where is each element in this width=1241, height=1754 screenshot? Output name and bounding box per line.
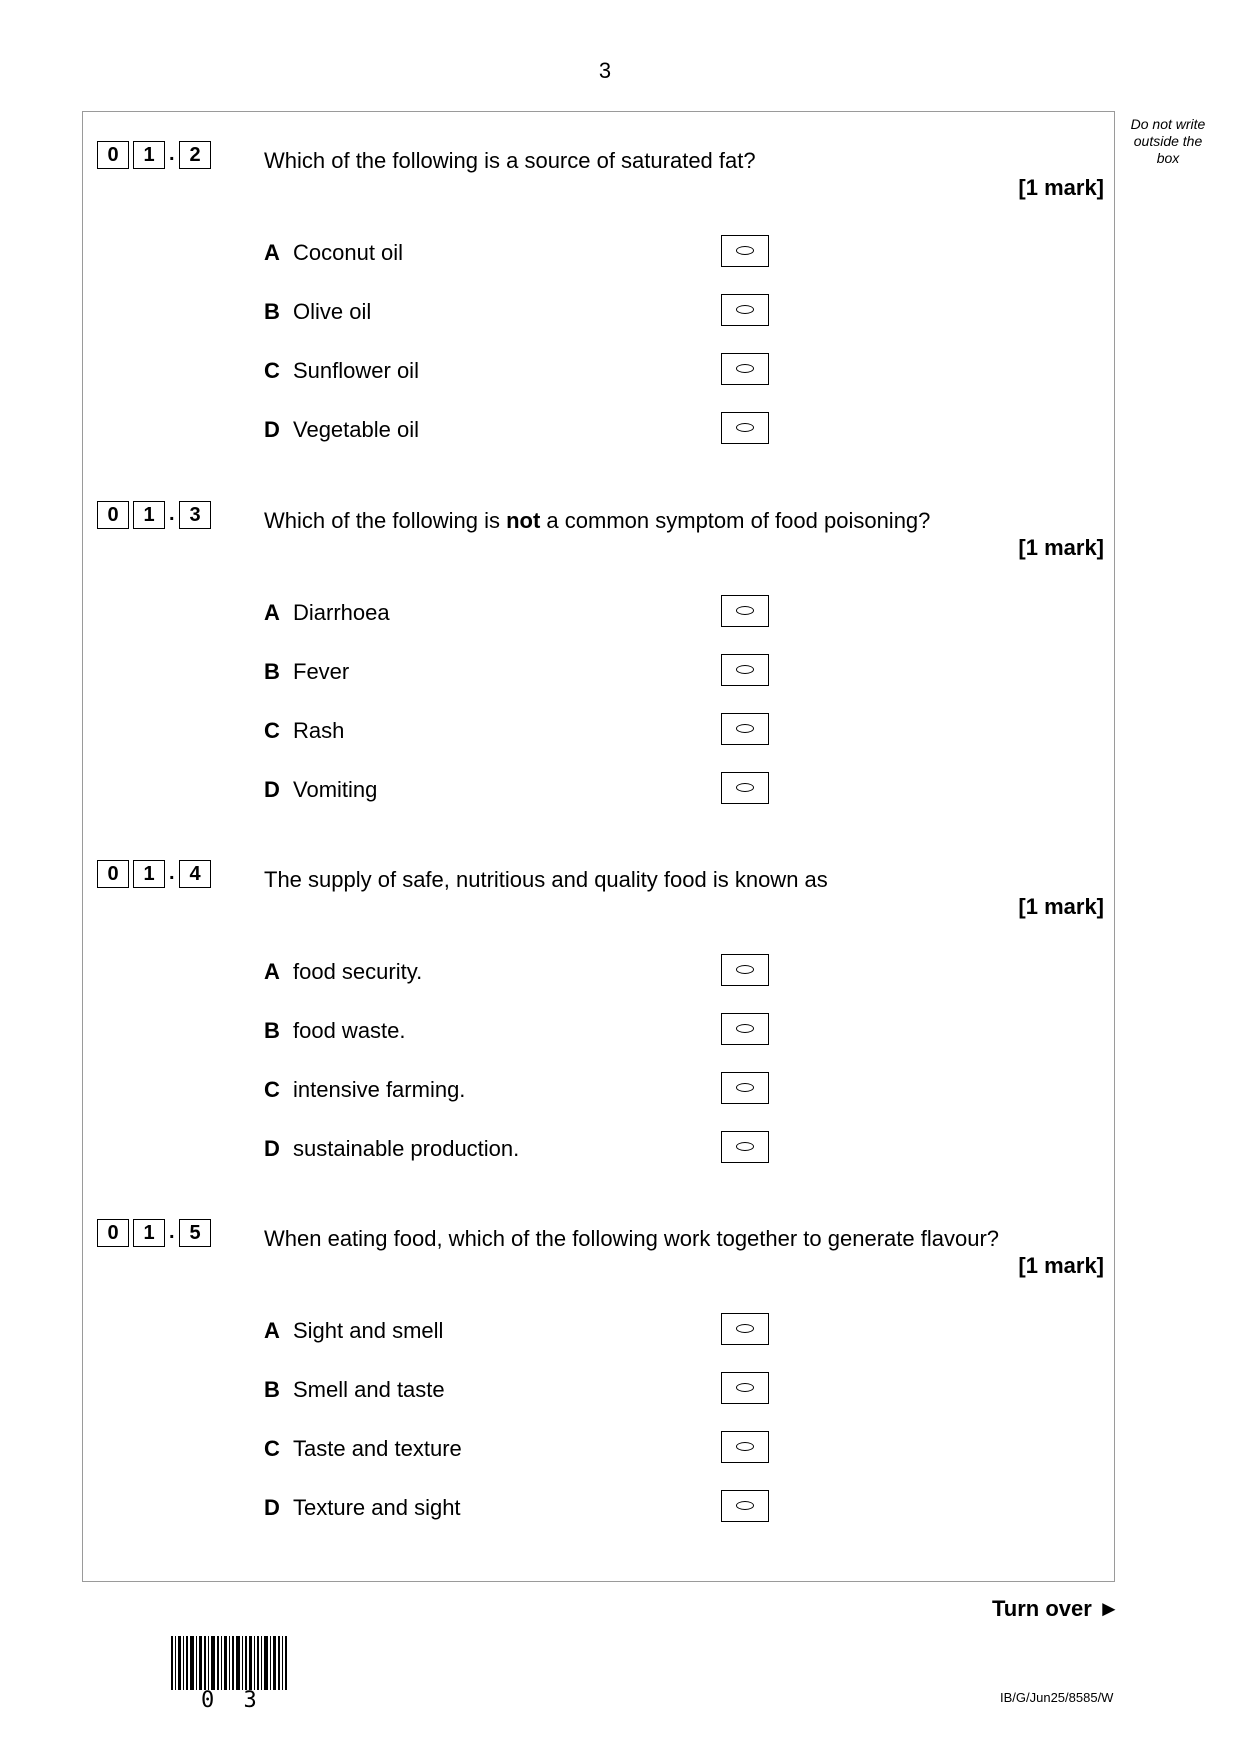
answer-checkbox[interactable] bbox=[721, 772, 769, 804]
option-letter: D bbox=[264, 417, 280, 442]
option-d bbox=[264, 1490, 784, 1524]
margin-note-line: outside the bbox=[1133, 133, 1203, 149]
lozenge-icon bbox=[736, 965, 754, 974]
option-a bbox=[264, 954, 784, 988]
lozenge-icon bbox=[736, 1442, 754, 1451]
option-letter: C bbox=[264, 718, 280, 743]
lozenge-icon bbox=[736, 606, 754, 615]
answer-checkbox[interactable] bbox=[721, 353, 769, 385]
question-number-dot: . bbox=[169, 143, 175, 165]
question-number-dot: . bbox=[169, 1221, 175, 1243]
option-letter: C bbox=[264, 1077, 280, 1102]
page-number: 3 bbox=[598, 58, 612, 83]
lozenge-icon bbox=[736, 1024, 754, 1033]
option-text: Taste and texture bbox=[293, 1436, 462, 1461]
option-b bbox=[264, 1013, 784, 1047]
margin-note-line: box bbox=[1156, 150, 1180, 166]
answer-checkbox[interactable] bbox=[721, 294, 769, 326]
lozenge-icon bbox=[736, 1383, 754, 1392]
option-c bbox=[264, 1072, 784, 1106]
question-text bbox=[264, 1226, 999, 1252]
lozenge-icon bbox=[736, 423, 754, 432]
option-text: intensive farming. bbox=[293, 1077, 466, 1102]
question-number-digit: 0 bbox=[97, 860, 129, 888]
answer-checkbox[interactable] bbox=[721, 1072, 769, 1104]
barcode-icon bbox=[171, 1636, 287, 1690]
question-01-5 bbox=[0, 1217, 1241, 1577]
answer-checkbox[interactable] bbox=[721, 1131, 769, 1163]
marks-label: [1 mark] bbox=[1018, 175, 1104, 200]
answer-checkbox[interactable] bbox=[721, 713, 769, 745]
lozenge-icon bbox=[736, 1324, 754, 1333]
lozenge-icon bbox=[736, 305, 754, 314]
answer-checkbox[interactable] bbox=[721, 654, 769, 686]
option-letter: C bbox=[264, 358, 280, 383]
answer-checkbox[interactable] bbox=[721, 1431, 769, 1463]
option-text: Smell and taste bbox=[293, 1377, 445, 1402]
question-text-emphasis: not bbox=[506, 508, 541, 533]
question-text-part: Which of the following is a source of saturated fat? bbox=[264, 148, 756, 173]
option-a bbox=[264, 235, 784, 269]
lozenge-icon bbox=[736, 1083, 754, 1092]
option-letter: A bbox=[264, 240, 280, 265]
question-01-3 bbox=[0, 499, 1241, 859]
option-text: Olive oil bbox=[293, 299, 372, 324]
question-01-4 bbox=[0, 858, 1241, 1218]
question-number-digit: 2 bbox=[179, 141, 211, 169]
option-d bbox=[264, 1131, 784, 1165]
question-number-digit: 1 bbox=[133, 141, 165, 169]
question-number-digit: 4 bbox=[179, 860, 211, 888]
option-letter: A bbox=[264, 600, 280, 625]
question-number-digit: 1 bbox=[133, 860, 165, 888]
answer-checkbox[interactable] bbox=[721, 235, 769, 267]
question-text bbox=[264, 148, 756, 174]
option-text: Diarrhoea bbox=[293, 600, 390, 625]
question-number-digit: 1 bbox=[133, 501, 165, 529]
option-a bbox=[264, 1313, 784, 1347]
option-text: Sunflower oil bbox=[293, 358, 419, 383]
option-c bbox=[264, 353, 784, 387]
turn-over-label: Turn over ► bbox=[992, 1596, 1120, 1621]
option-c bbox=[264, 713, 784, 747]
question-number-digit: 0 bbox=[97, 1219, 129, 1247]
option-letter: D bbox=[264, 1495, 280, 1520]
option-letter: B bbox=[264, 1377, 280, 1402]
option-letter: D bbox=[264, 777, 280, 802]
option-text: Vegetable oil bbox=[293, 417, 419, 442]
lozenge-icon bbox=[736, 724, 754, 733]
option-letter: B bbox=[264, 1018, 280, 1043]
marks-label: [1 mark] bbox=[1018, 535, 1104, 560]
question-number-digit: 0 bbox=[97, 141, 129, 169]
marks-label: [1 mark] bbox=[1018, 894, 1104, 919]
option-text: Rash bbox=[293, 718, 345, 743]
question-number-dot: . bbox=[169, 862, 175, 884]
option-text: food waste. bbox=[293, 1018, 406, 1043]
question-number-digit: 0 bbox=[97, 501, 129, 529]
question-text-part: The supply of safe, nutritious and quality food is known as bbox=[264, 867, 828, 892]
lozenge-icon bbox=[736, 1142, 754, 1151]
option-letter: B bbox=[264, 659, 280, 684]
answer-checkbox[interactable] bbox=[721, 1313, 769, 1345]
option-text: sustainable production. bbox=[293, 1136, 520, 1161]
lozenge-icon bbox=[736, 246, 754, 255]
option-text: Fever bbox=[293, 659, 350, 684]
option-letter: A bbox=[264, 959, 280, 984]
marks-label: [1 mark] bbox=[1018, 1253, 1104, 1278]
option-a bbox=[264, 595, 784, 629]
question-number-digit: 5 bbox=[179, 1219, 211, 1247]
question-number-digit: 3 bbox=[179, 501, 211, 529]
option-d bbox=[264, 412, 784, 446]
option-b bbox=[264, 654, 784, 688]
question-text bbox=[264, 867, 828, 893]
answer-checkbox[interactable] bbox=[721, 1372, 769, 1404]
question-number-dot: . bbox=[169, 503, 175, 525]
answer-checkbox[interactable] bbox=[721, 595, 769, 627]
option-c bbox=[264, 1431, 784, 1465]
answer-checkbox[interactable] bbox=[721, 1013, 769, 1045]
answer-checkbox[interactable] bbox=[721, 412, 769, 444]
option-text: Coconut oil bbox=[293, 240, 404, 265]
option-letter: C bbox=[264, 1436, 280, 1461]
option-letter: A bbox=[264, 1318, 280, 1343]
option-text: food security. bbox=[293, 959, 423, 984]
option-b bbox=[264, 1372, 784, 1406]
paper-reference: IB/G/Jun25/8585/W bbox=[1000, 1690, 1114, 1705]
question-text-part: a common symptom of food poisoning? bbox=[540, 508, 931, 533]
lozenge-icon bbox=[736, 783, 754, 792]
margin-note-line: Do not write bbox=[1130, 116, 1206, 132]
lozenge-icon bbox=[736, 1501, 754, 1510]
lozenge-icon bbox=[736, 364, 754, 373]
answer-checkbox[interactable] bbox=[721, 1490, 769, 1522]
option-letter: D bbox=[264, 1136, 280, 1161]
option-letter: B bbox=[264, 299, 280, 324]
question-text-part: Which of the following is bbox=[264, 508, 507, 533]
answer-checkbox[interactable] bbox=[721, 954, 769, 986]
option-text: Texture and sight bbox=[293, 1495, 461, 1520]
option-text: Sight and smell bbox=[293, 1318, 444, 1343]
question-text-part: When eating food, which of the following work together to generate flavour? bbox=[264, 1226, 1000, 1251]
question-01-2 bbox=[0, 139, 1241, 499]
barcode-digits: 0 3 bbox=[201, 1688, 265, 1713]
option-text: Vomiting bbox=[293, 777, 378, 802]
option-b bbox=[264, 294, 784, 328]
option-d bbox=[264, 772, 784, 806]
question-text bbox=[264, 508, 930, 534]
question-number-digit: 1 bbox=[133, 1219, 165, 1247]
lozenge-icon bbox=[736, 665, 754, 674]
